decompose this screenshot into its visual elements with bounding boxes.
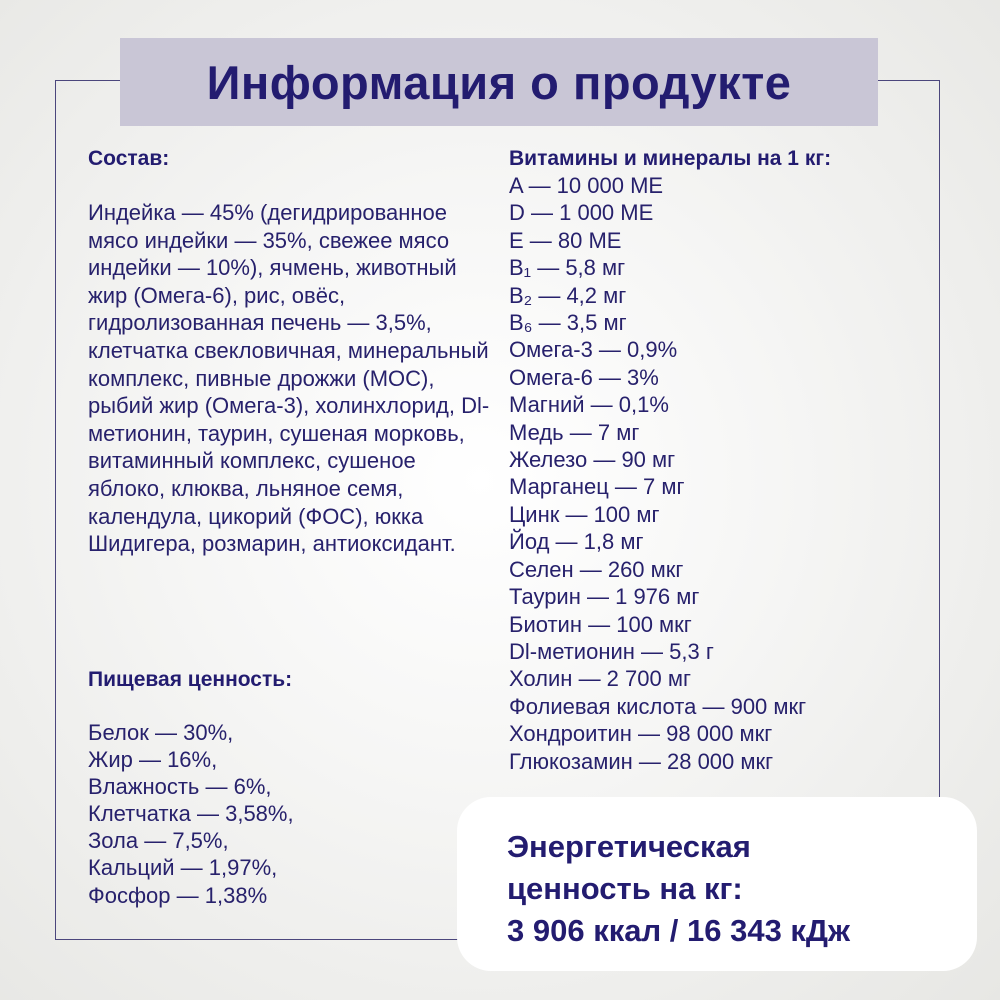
vitamin-item: Медь — 7 мг xyxy=(509,419,640,445)
vitamin-item: A — 10 000 МЕ xyxy=(509,173,664,198)
nutrition-heading: Пищевая ценность: xyxy=(88,668,293,691)
composition-heading: Состав: xyxy=(88,147,170,170)
nutrition-item: Зола — 7,5%, xyxy=(88,828,229,854)
vitamin-item: B₂ — 4,2 мг xyxy=(509,282,627,308)
vitamin-item: Таурин — 1 976 мг xyxy=(509,584,700,610)
vitamin-item: E — 80 МЕ xyxy=(509,227,622,253)
nutrition-list xyxy=(88,719,294,909)
vitamin-item: Хондроитин — 98 000 мкг xyxy=(509,721,773,747)
vitamin-item: Селен — 260 мкг xyxy=(509,556,684,582)
energy-value-card xyxy=(457,797,977,971)
nutrition-item: Влажность — 6%, xyxy=(88,774,272,800)
vitamin-item: Биотин — 100 мкг xyxy=(509,611,692,637)
vitamin-item: Глюкозамин — 28 000 мкг xyxy=(509,748,774,774)
composition-text: Индейка — 45% (дегидрированное мясо индейки — 35%, свежее мясо индейки — 10%), ячмень, животный жир (Омега-6), рис, овёс, гидролизованная печень — 3,5%, клетчатка свекловичная, минеральный комплекс, пивные дрожжи (МОС), рыбий жир (Омега-3), холинхлорид, Dl-метионин, таурин, сушеная морковь, витаминный комплекс, сушеное яблоко, клюква, льняное семя, календула, цикорий (ФОС), юкка Шидигера, розмарин, антиоксидант. xyxy=(88,200,490,557)
vitamin-item: Железо — 90 мг xyxy=(509,447,676,473)
vitamin-item: Холин — 2 700 мг xyxy=(509,666,691,692)
vitamin-item: Марганец — 7 мг xyxy=(509,474,685,500)
vitamin-item: Dl-метионин — 5,3 г xyxy=(509,638,714,664)
vitamin-item: Цинк — 100 мг xyxy=(509,501,660,527)
energy-line-2: ценность на кг: xyxy=(507,871,743,906)
energy-value xyxy=(507,826,850,952)
vitamins-heading: Витамины и минералы на 1 кг: xyxy=(509,147,832,170)
vitamin-item: Омега-3 — 0,9% xyxy=(509,337,678,363)
page-title: Информация о продукте xyxy=(206,55,792,109)
vitamin-item: Магний — 0,1% xyxy=(509,392,669,418)
nutrition-item: Жир — 16%, xyxy=(88,747,218,773)
title-banner xyxy=(120,38,878,126)
nutrition-item: Фосфор — 1,38% xyxy=(88,882,268,908)
energy-line-1: Энергетическая xyxy=(507,829,751,864)
nutrition-item: Белок — 30%, xyxy=(88,720,234,745)
vitamin-item: B₁ — 5,8 мг xyxy=(509,255,626,281)
vitamin-item: D — 1 000 МЕ xyxy=(509,200,654,226)
vitamins-section xyxy=(509,145,889,775)
vitamin-item: Фолиевая кислота — 900 мкг xyxy=(509,693,807,719)
energy-line-3: 3 906 ккал / 16 343 кДж xyxy=(507,913,850,948)
vitamins-list xyxy=(509,172,889,775)
composition-section xyxy=(88,145,498,558)
vitamin-item: Омега-6 — 3% xyxy=(509,364,659,390)
vitamin-item: Йод — 1,8 мг xyxy=(509,529,644,555)
nutrition-item: Клетчатка — 3,58%, xyxy=(88,801,294,827)
vitamin-item: B₆ — 3,5 мг xyxy=(509,310,627,336)
nutrition-item: Кальций — 1,97%, xyxy=(88,855,278,881)
